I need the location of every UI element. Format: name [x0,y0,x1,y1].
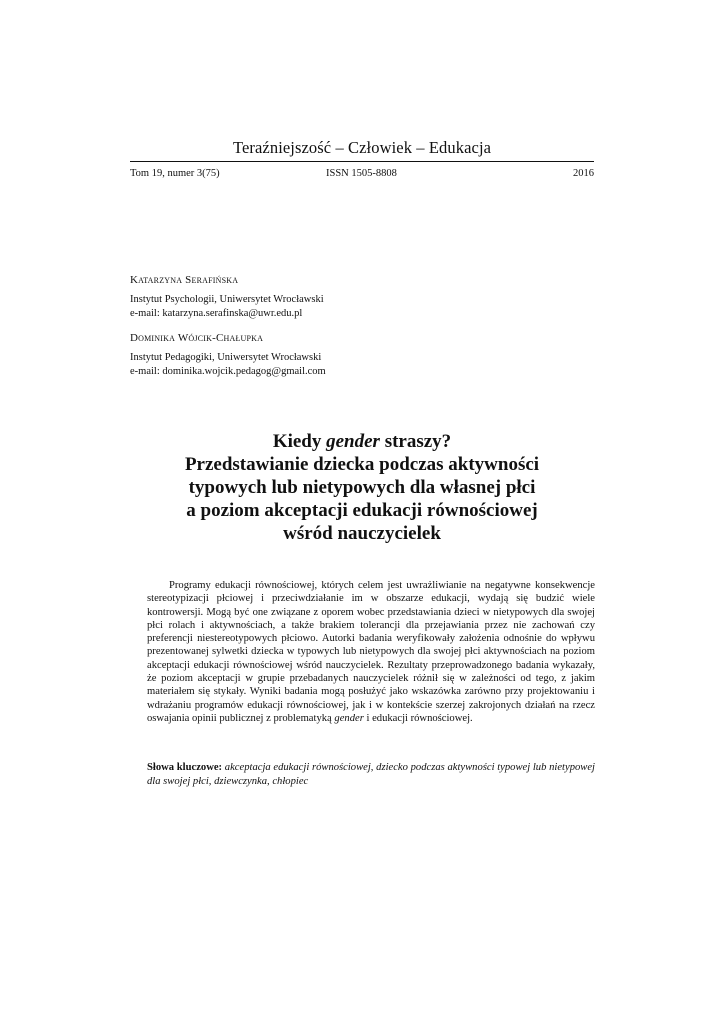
author-name: Katarzyna Serafińska [130,274,239,286]
journal-volume: Tom 19, numer 3(75) [130,168,220,179]
title-line: wśród nauczycielek [283,523,441,544]
authors-section [130,273,594,389]
abstract-italic-term: gender [334,712,364,724]
title-line: a poziom akceptacji edukacji równościowej [186,500,538,521]
header-rule [130,161,594,162]
journal-issn: ISSN 1505-8808 [326,168,397,179]
issue-info-row [130,168,594,182]
title-italic-word: gender [326,431,380,452]
author-affiliation: Instytut Pedagogiki, Uniwersytet Wrocławski [130,352,322,363]
author-email: e-mail: dominika.wojcik.pedagog@gmail.com [130,365,326,377]
title-prefix: Kiedy [272,431,327,452]
author-block [130,331,594,378]
title-line: Przedstawianie dziecka podczas aktywności [184,454,540,475]
abstract-paragraph [147,579,595,725]
journal-year: 2016 [573,168,594,179]
author-email: e-mail: katarzyna.serafinska@uwr.edu.pl [130,307,303,319]
keywords-text: akceptacja edukacji równościowej, dziecko podczas aktywności typowej lub nietypowej dla swojej płci, dziewczynka, chłopiec [147,762,595,787]
title-line: typowych lub nietypowych dla własnej płci [188,477,536,498]
title-suffix: straszy? [379,431,452,452]
author-affiliation: Instytut Psychologii, Uniwersytet Wrocławski [130,294,324,305]
abstract-text-end: i edukacji równościowej. [363,712,473,724]
article-title [150,430,574,545]
title-line [150,430,574,453]
abstract-text: Programy edukacji równościowej, których celem jest uwrażliwianie na negatywne konsekwencje stereotypizacji płciowej i przeciwdziałanie im w obszarze edukacji, wydają się budzić wiele kontrowersji. Mogą być one związane z oporem wobec przedstawiania dzieci w nietypowych dla swojej płci rolach i aktywnościach, a także brakiem tolerancji dla przejawiania przez nie zachowań czy preferencji niestereotypowych płciowo. Autorki badania weryfikowały założenia odnośnie do wpływu prezentowanej sylwetki dziecka w typowych lub nietypowych dla swojej płci aktywnościach na poziom akceptacji edukacji równościowej wśród nauczycielek. Rezultaty przeprowadzonego badania wykazały, że poziom akceptacji w grupie przebadanych nauczycielek różnił się w zależności od tego, z jakim materiałem się stykały. Wyniki badania mogą posłużyć jako wskazówka zarówno przy projektowaniu i wdrażaniu programów edukacji równościowej, jak i w kontekście szerzej zakrojonych działań na rzecz oswajania opinii publicznej z problematyką [147,580,595,724]
author-name: Dominika Wójcik-Chałupka [130,332,264,344]
keywords [147,761,595,789]
keywords-label: Słowa kluczowe: [147,762,223,773]
journal-title: Teraźniejszość – Człowiek – Edukacja [232,138,492,157]
abstract [147,579,595,725]
author-block [130,273,594,320]
